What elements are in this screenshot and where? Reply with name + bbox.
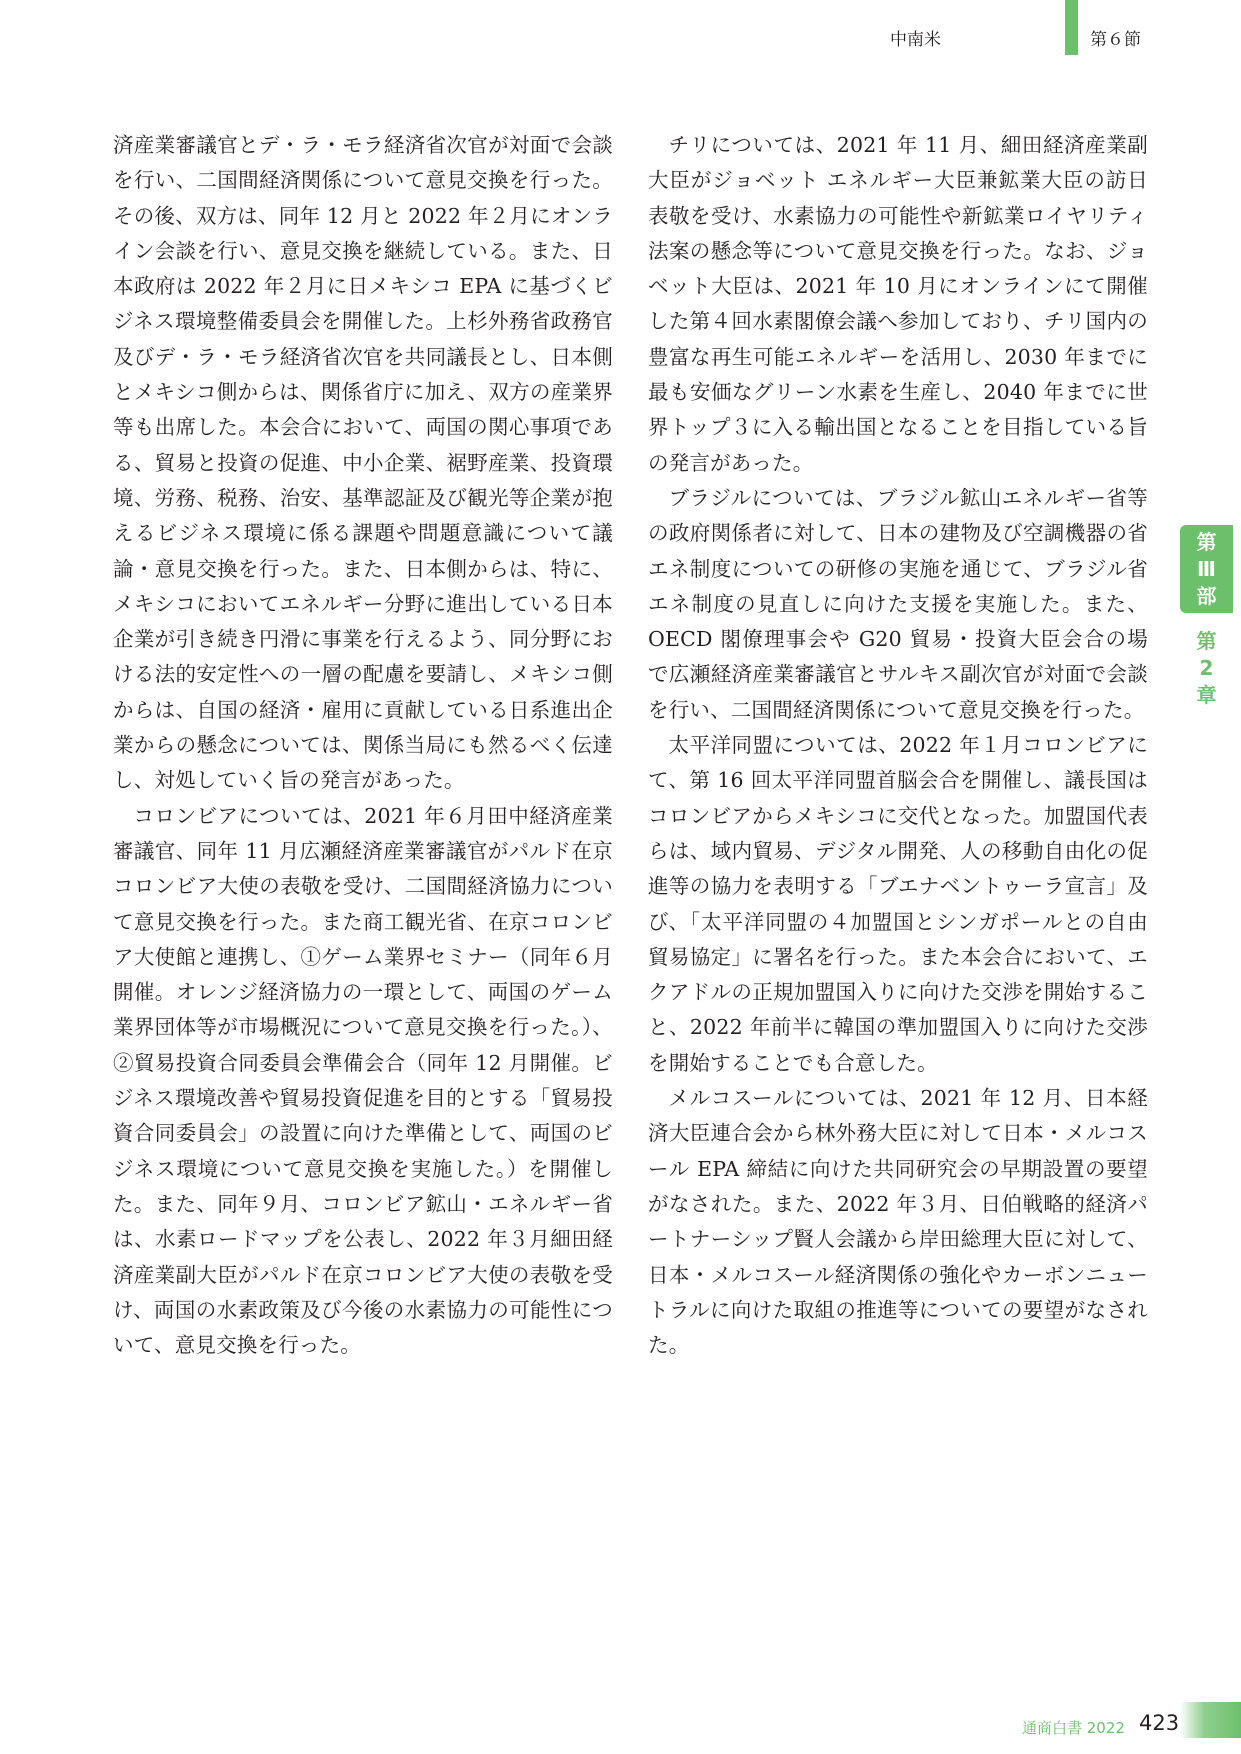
paragraph-brazil: ブラジルについては、ブラジル鉱山エネルギー省等の政府関係者に対して、日本の建物及び空調機器の省エネ制度についての研修の実施を通じて、ブラジル省エネ制度の見直しに向けた支援を実施した。また、OECD 閣僚理事会や G20 貿易・投資大臣会合の場で広瀬経済産業審議官とサルキス副次官が対面で会談を行い、二国間経済関係について意見交換を行った。 [648, 485, 1148, 722]
side-tab-part-char: 第 [1196, 530, 1217, 554]
paragraph-pacific-alliance: 太平洋同盟については、2022 年１月コロンビアにて、第 16 回太平洋同盟首脳会合を開催し、議長国はコロンビアからメキシコに交代となった。加盟国代表らは、域内貿易、デジタル開発、人の移動自由化の促進等の協力を表明する「ブエナベントゥーラ宣言」及び、「太平洋同盟の４加盟国とシンガポールとの自由貿易協定」に署名を行った。また本会合において、エクアドルの正規加盟国入りに向けた交渉を開始すること、2022 年前半に韓国の準加盟国入りに向けた交渉を開始することでも合意した。 [648, 733, 1148, 1075]
right-text-column [648, 128, 1148, 1363]
side-tab-part [1180, 525, 1233, 613]
paragraph-mexico: 済産業審議官とデ・ラ・モラ経済省次官が対面で会談を行い、二国間経済関係について意見交換を行った。その後、双方は、同年 12 月と 2022 年２月にオンライン会談を行い、意見交換を継続している。また、日本政府は 2022 年２月に日メキシコ EPA に基づくビジネス環境整備委員会を開催した。上杉外務省政務官及びデ・ラ・モラ経済省次官を共同議長とし、日本側とメキシコ側からは、関係省庁に加え、双方の産業界等も出席した。本会合において、両国の関心事項である、貿易と投資の促進、中小企業、裾野産業、投資環境、労務、税務、治安、基準認証及び観光等企業が抱えるビジネス環境に係る課題や問題意識について議論・意見交換を行った。また、日本側からは、特に、メキシコにおいてエネルギー分野に進出している日本企業が引き続き円滑に事業を行えるよう、同分野における法的安定性への一層の配慮を要請し、メキシコ側からは、自国の経済・雇用に貢献している日系進出企業からの懸念については、関係当局にも然るべく伝達し、対処していく旨の発言があった。 [113, 133, 613, 793]
paragraph-mercosur: メルコスールについては、2021 年 12 月、日本経済大臣連合会から林外務大臣に対して日本・メルコスール EPA 締結に向けた共同研究会の早期設置の要望がなされた。また、2022 年３月、日伯戦略的経済パートナーシップ賢人会議から岸田総理大臣に対して、日本・メルコスール経済関係の強化やカーボンニュートラルに向けた取組の推進等についての要望がなされた。 [648, 1086, 1148, 1358]
footer-page-number: 423 [1139, 1711, 1180, 1735]
side-tab-chapter-char: 第 [1196, 629, 1217, 653]
side-tab-chapter-char: 2 [1199, 656, 1214, 680]
side-tab-part-char: 部 [1196, 584, 1217, 608]
side-tab-chapter-char: 章 [1196, 683, 1217, 707]
left-text-column [113, 128, 613, 1363]
header-section-title: 中南米 [890, 30, 941, 50]
header-chapter-label: 第６節 [1090, 30, 1141, 50]
paragraph-chile: チリについては、2021 年 11 月、細田経済産業副大臣がジョベット エネルギー大臣兼鉱業大臣の訪日表敬を受け、水素協力の可能性や新鉱業ロイヤリティ法案の懸念等について意見交換を行った。なお、ジョベット大臣は、2021 年 10 月にオンラインにて開催した第４回水素閣僚会議へ参加しており、チリ国内の豊富な再生可能エネルギーを活用し、2030 年までに最も安価なグリーン水素を生産し、2040 年までに世界トップ３に入る輸出国となることを目指している旨の発言があった。 [648, 133, 1148, 475]
header-accent-bar [1065, 0, 1078, 55]
side-tab-chapter [1180, 628, 1233, 709]
footer-accent-bar [1180, 1702, 1241, 1738]
side-tab-part-char: Ⅲ [1197, 557, 1216, 581]
paragraph-colombia: コロンビアについては、2021 年６月田中経済産業審議官、同年 11 月広瀬経済産業審議官がパルド在京コロンビア大使の表敬を受け、二国間経済協力について意見交換を行った。また商工観光省、在京コロンビア大使館と連携し、①ゲーム業界セミナー（同年６月開催。オレンジ経済協力の一環として、両国のゲーム業界団体等が市場概況について意見交換を行った。）、②貿易投資合同委員会準備会合（同年 12 月開催。ビジネス環境改善や貿易投資促進を目的とする「貿易投資合同委員会」の設置に向けた準備として、両国のビジネス環境について意見交換を実施した。）を開催した。また、同年９月、コロンビア鉱山・エネルギー省は、水素ロードマップを公表し、2022 年３月細田経済産業副大臣がパルド在京コロンビア大使の表敬を受け、両国の水素政策及び今後の水素協力の可能性について、意見交換を行った。 [113, 803, 613, 1358]
footer-publication-title: 通商白書 2022 [1022, 1719, 1125, 1737]
